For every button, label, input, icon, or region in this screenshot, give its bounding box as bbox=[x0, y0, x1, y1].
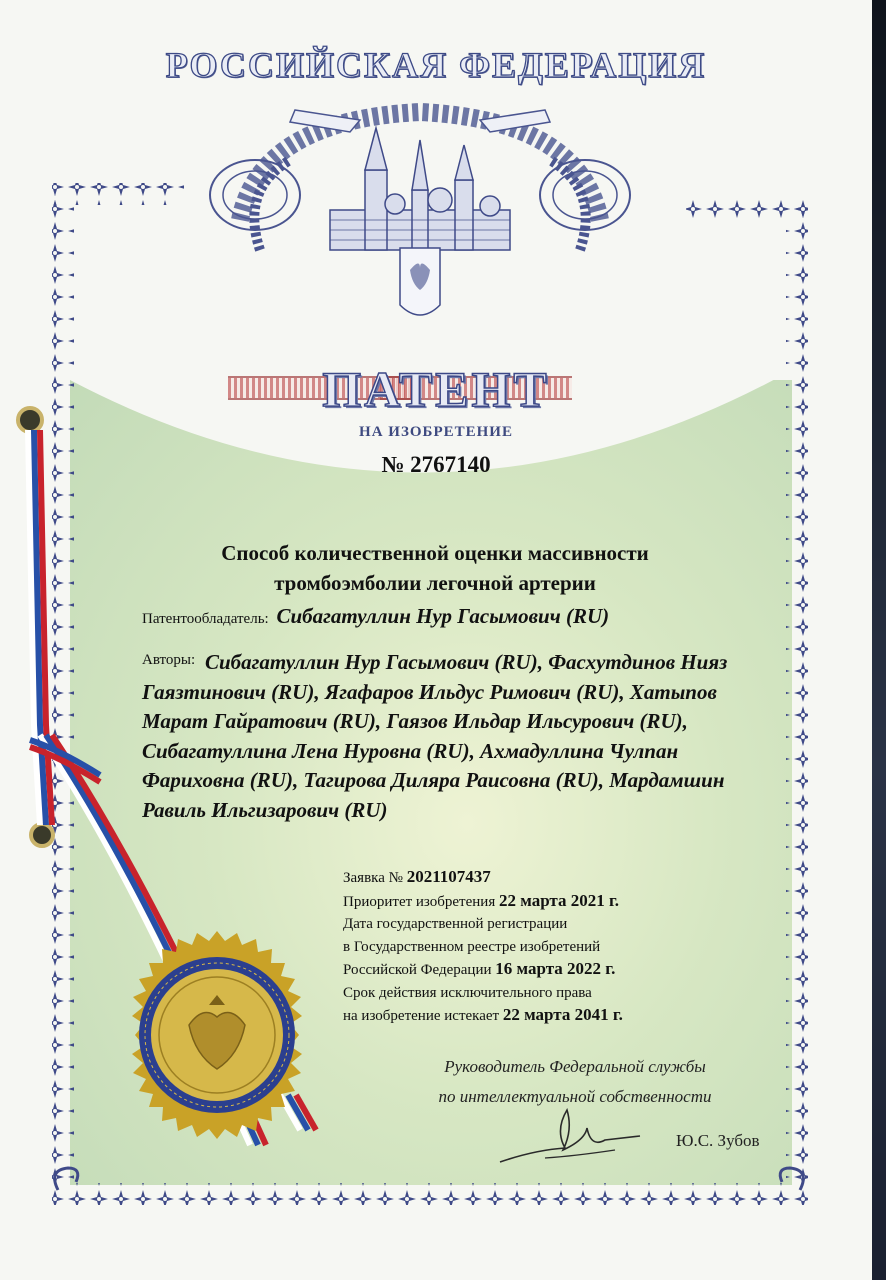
seal-icon bbox=[112, 930, 322, 1140]
application-label: Заявка № bbox=[343, 870, 403, 886]
official-line-2: по интеллектуальной собственности bbox=[438, 1087, 712, 1106]
authors-label: Авторы: bbox=[142, 652, 196, 668]
application-number: 2021107437 bbox=[406, 867, 491, 886]
document-subtitle: НА ИЗОБРЕТЕНИЕ bbox=[359, 424, 513, 440]
holder-value: Сибагатуллин Нур Гасымович (RU) bbox=[276, 604, 610, 628]
expiry-date: 22 марта 2041 г. bbox=[502, 1005, 623, 1024]
invention-title-line-1: Способ количественной оценки массивности bbox=[221, 541, 649, 565]
document-type: ПАТЕНТ bbox=[322, 361, 550, 417]
registration-details bbox=[343, 866, 783, 1028]
term-line-2: на изобретение истекает bbox=[343, 1008, 500, 1024]
official-line-1: Руководитель Федеральной службы bbox=[444, 1057, 706, 1076]
kremlin-emblem-icon bbox=[200, 100, 640, 350]
authors-value: Сибагатуллин Нур Гасымович (RU), Фасхутдинов Нияз Гаязтинович (RU), Ягафаров Ильдус Римович (RU), Хатыпов Марат Гайратович (RU), Гаязов Ильдар Ильсурович (RU), Сибагатуллина Лена Нуровна (RU), Ахмадуллина Чулпан Фариховна (RU), Тагирова Диляра Раисовна (RU), Мардамшин Равиль Ильгизарович (RU) bbox=[142, 650, 728, 822]
country-heading: РОССИЙСКАЯ ФЕДЕРАЦИЯ bbox=[165, 45, 707, 85]
invention-title-line-2: тромбоэмболии легочной артерии bbox=[274, 571, 596, 595]
holder-label: Патентообладатель: bbox=[142, 611, 269, 627]
patent-number: № 2767140 bbox=[381, 452, 491, 477]
signature-icon bbox=[495, 1100, 645, 1170]
registration-date: 16 марта 2022 г. bbox=[495, 959, 616, 978]
priority-label: Приоритет изобретения bbox=[343, 893, 496, 910]
background-edge bbox=[872, 0, 886, 1280]
registration-line-3: Российской Федерации bbox=[343, 962, 492, 978]
registration-line-2: в Государственном реестре изобретений bbox=[343, 938, 601, 955]
registration-line-1: Дата государственной регистрации bbox=[343, 916, 568, 932]
signatory-name: Ю.С. Зубов bbox=[676, 1131, 760, 1150]
priority-date: 22 марта 2021 г. bbox=[498, 890, 620, 910]
term-line-1: Срок действия исключительного права bbox=[343, 984, 592, 1001]
